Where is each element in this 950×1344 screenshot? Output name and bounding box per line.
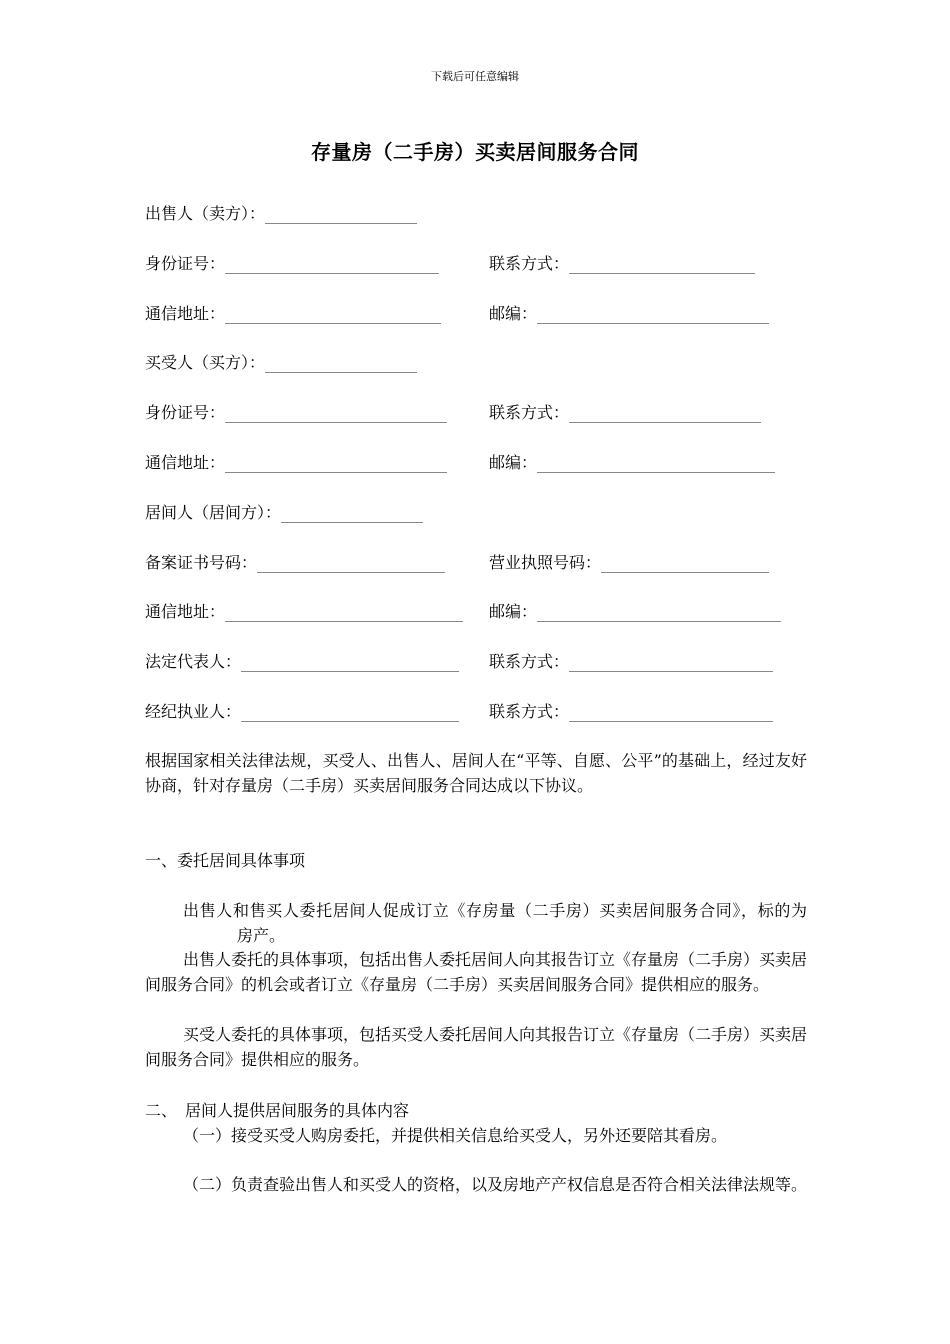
buyer-address-row [145,450,805,476]
section1-paragraph-3: 买受人委托的具体事项，包括买受人委托居间人向其报告订立《存量房（二手房）买卖居间服务合同》提供相应的服务。 [145,1025,808,1069]
section2-paragraph-2: （二）负责查验出售人和买受人的资格，以及房地产产权信息是否符合相关法律法规等。 [183,1175,808,1194]
document-title: 存量房（二手房）买卖居间服务合同 [311,140,639,164]
buyer-field [145,350,417,373]
buyer-contact-field [489,400,761,423]
legal-rep-label: 法定代表人： [145,652,242,671]
broker-address-field [145,599,463,622]
buyer-postcode-blank[interactable] [537,452,775,473]
legal-rep-contact-blank[interactable] [569,651,773,672]
agent-field [145,699,459,722]
buyer-address-label: 通信地址： [145,453,226,472]
broker-label: 居间人（居间方）： [145,503,282,522]
business-license-field [489,550,769,573]
seller-id-blank[interactable] [225,253,439,274]
broker-address-label: 通信地址： [145,602,226,621]
section1-heading: 一、委托居间具体事项 [145,851,306,870]
buyer-id-blank[interactable] [225,402,447,423]
record-cert-blank[interactable] [257,552,445,573]
buyer-id-row [145,400,805,426]
seller-field [145,201,417,224]
seller-contact-blank[interactable] [569,253,755,274]
broker-postcode-label: 邮编： [489,602,538,621]
buyer-postcode-label: 邮编： [489,453,538,472]
seller-postcode-field [489,301,769,324]
broker-blank[interactable] [281,502,423,523]
record-cert-label: 备案证书号码： [145,553,258,572]
seller-id-row [145,251,805,277]
legal-rep-blank[interactable] [241,651,459,672]
broker-field [145,500,423,523]
buyer-contact-blank[interactable] [569,402,761,423]
buyer-id-field [145,400,447,423]
seller-blank[interactable] [265,203,417,224]
broker-postcode-blank[interactable] [537,601,781,622]
legal-rep-contact-field [489,649,773,672]
seller-postcode-label: 邮编： [489,304,538,323]
record-row [145,550,805,576]
buyer-id-label: 身份证号： [145,403,226,422]
buyer-blank[interactable] [265,352,417,373]
seller-label: 出售人（卖方）： [145,204,266,223]
seller-address-blank[interactable] [225,303,441,324]
agent-row [145,699,805,725]
business-license-blank[interactable] [601,552,769,573]
section1-p1-before: 出售人和售买人委托居间人促成订立《存房量（二手房）买卖居间服务合同》，标的为 [183,901,807,920]
buyer-contact-label: 联系方式： [489,403,570,422]
seller-contact-label: 联系方式： [489,254,570,273]
agent-contact-label: 联系方式： [489,702,570,721]
buyer-address-blank[interactable] [225,452,447,473]
seller-id-label: 身份证号： [145,254,226,273]
buyer-row [145,350,805,376]
buyer-address-field [145,450,447,473]
record-cert-field [145,550,445,573]
broker-postcode-field [489,599,781,622]
broker-row [145,500,805,526]
seller-postcode-blank[interactable] [537,303,769,324]
legal-rep-contact-label: 联系方式： [489,652,570,671]
agent-contact-field [489,699,773,722]
property-blank[interactable] [145,940,237,941]
seller-row [145,201,805,227]
header-note: 下载后可任意编辑 [431,70,519,83]
seller-address-label: 通信地址： [145,304,226,323]
agent-contact-blank[interactable] [569,701,773,722]
broker-address-blank[interactable] [225,601,463,622]
agent-label: 经纪执业人： [145,702,242,721]
section1-paragraph-1 [145,898,807,948]
buyer-label: 买受人（买方）： [145,353,266,372]
legal-rep-row [145,649,805,675]
broker-address-row [145,599,805,625]
intro-paragraph: 根据国家相关法律法规，买受人、出售人、居间人在“平等、自愿、公平”的基础上，经过友好协商，针对存量房（二手房）买卖居间服务合同达成以下协议。 [145,751,807,795]
seller-address-field [145,301,441,324]
business-license-label: 营业执照号码： [489,553,602,572]
seller-address-row [145,301,805,327]
buyer-postcode-field [489,450,775,473]
seller-contact-field [489,251,755,274]
legal-rep-field [145,649,459,672]
section1-paragraph-2: 出售人委托的具体事项，包括出售人委托居间人向其报告订立《存量房（二手房）买卖居间服务合同》的机会或者订立《存量房（二手房）买卖居间服务合同》提供相应的服务。 [145,950,808,994]
section2-heading: 二、 居间人提供居间服务的具体内容 [145,1101,410,1120]
section2-paragraph-1: （一）接受买受人购房委托，并提供相关信息给买受人，另外还要陪其看房。 [183,1126,728,1145]
section1-p1-after: 房产。 [237,926,286,945]
agent-blank[interactable] [241,701,459,722]
seller-id-field [145,251,439,274]
